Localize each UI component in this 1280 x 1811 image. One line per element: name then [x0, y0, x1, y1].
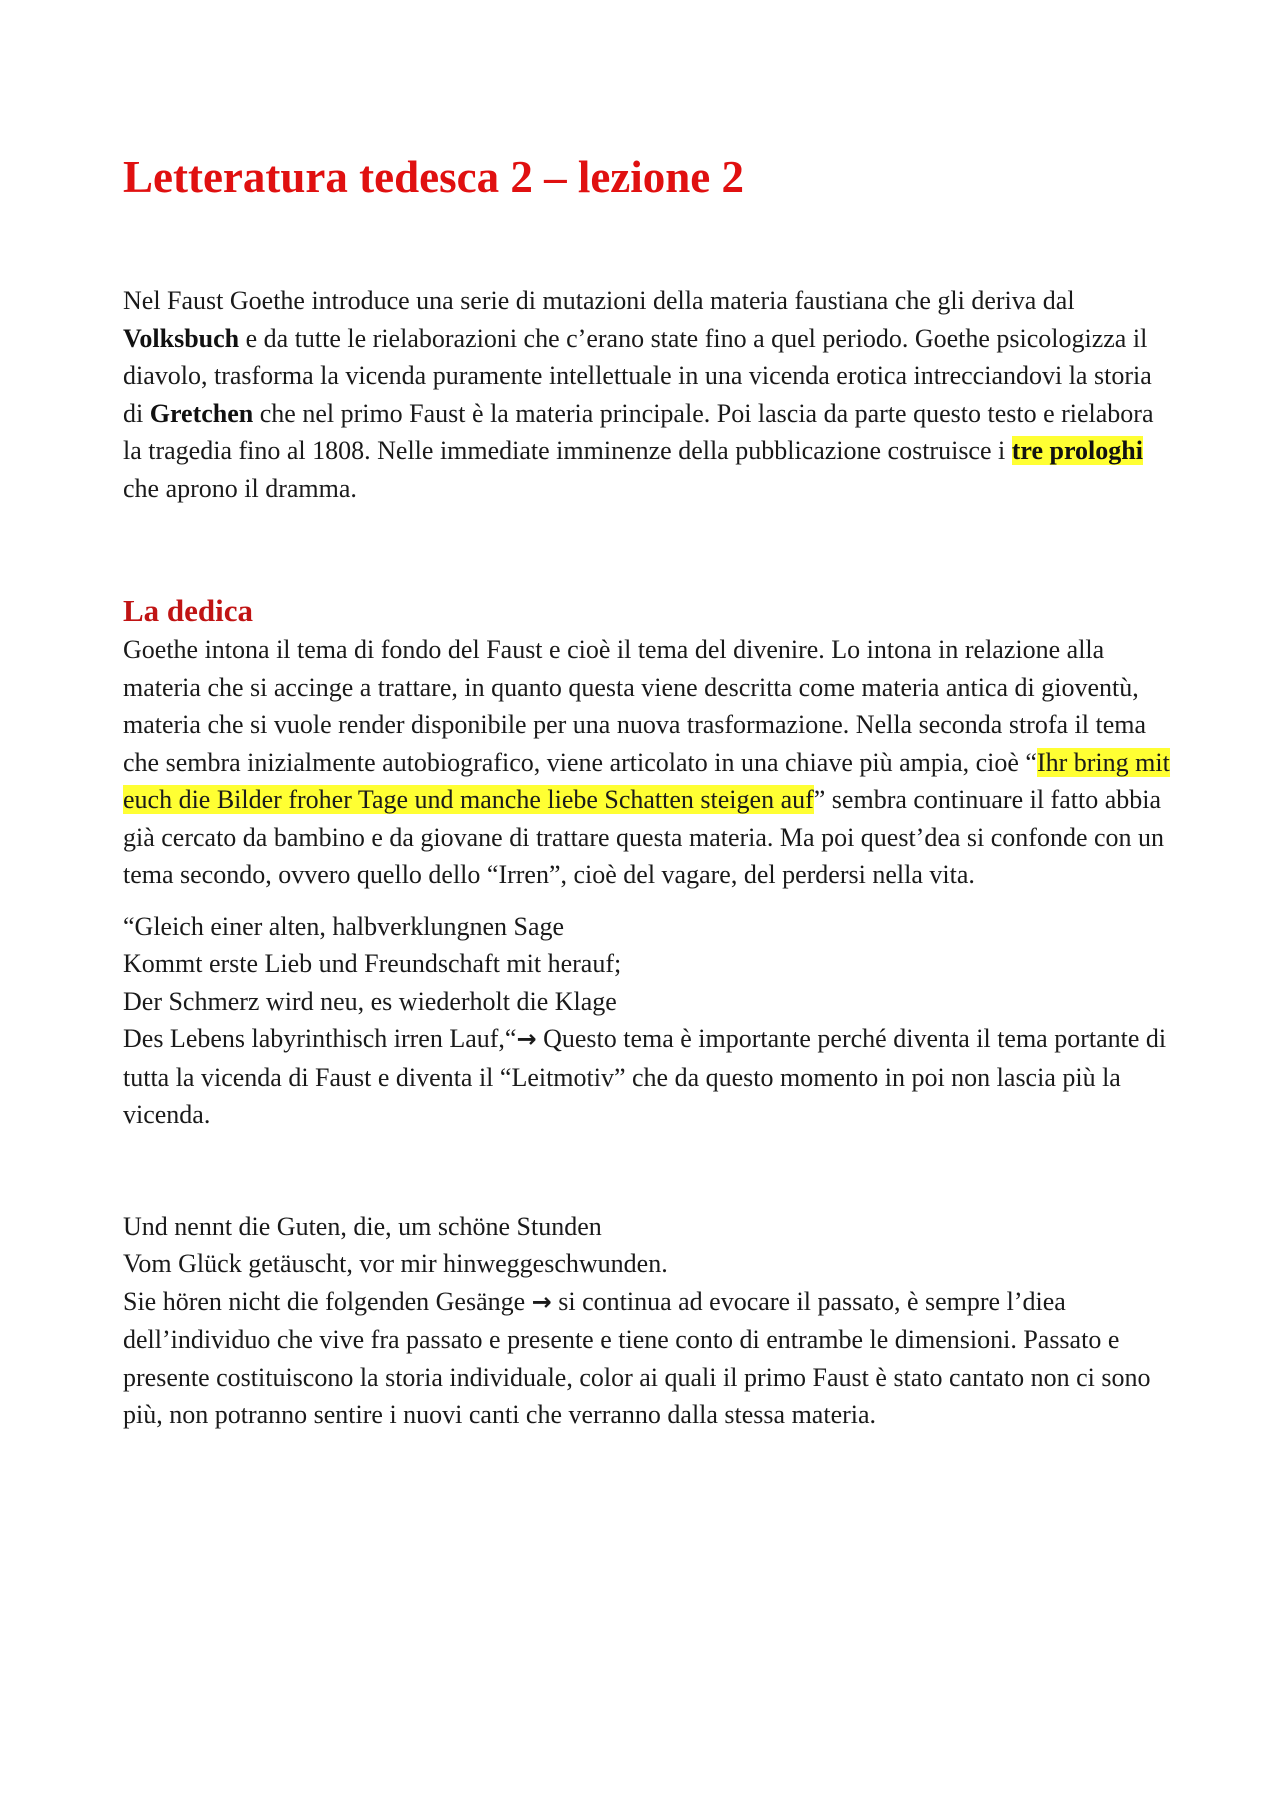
- quote1-line-2: Kommt erste Lieb und Freundschaft mit herauf;: [123, 949, 622, 978]
- quote2-comment: si continua ad evocare il passato, è sempre l’diea dell’individuo che vive fra passato e presente e tiene conto di entrambe le dimensioni. Passato e presente costituiscono la storia individuale, color ai quali il primo Faust è stato cantato non ci sono più, non potranno sentire i nuovi canti che verranno dalla stessa materia.: [123, 1286, 1151, 1429]
- quote1-line-4: Des Lebens labyrinthisch irren Lauf,“: [123, 1024, 517, 1053]
- dedica-text-2: ” sembra continuare il fatto abbia già cercato da bambino e da giovane di trattare questa materia. Ma poi quest’dea si confonde con un tema secondo, ovvero quello dello “Irren”, cioè del vagare, del perdersi nella vita.: [123, 785, 1165, 889]
- quote2-line-3: Sie hören nicht die folgenden Gesänge: [123, 1286, 532, 1316]
- dedica-text-1: Goethe intona il tema di fondo del Faust e cioè il tema del divenire. Lo intona in relazione alla materia che si accinge a trattare, in quanto questa viene descritta come materia antica di gioventù, materia che si vuole render disponibile per una nuova trasformazione. Nella seconda strofa il tema che sembra inizialmente autobiografico, viene articolato in una chiave più ampia, cioè “: [123, 635, 1147, 777]
- quote2-line-1: Und nennt die Guten, die, um schöne Stunden: [123, 1211, 602, 1241]
- document-body: [123, 150, 1173, 1434]
- section-heading-la-dedica: La dedica: [123, 593, 254, 628]
- intro-text-2: e da tutte le rielaborazioni che c’erano state fino a quel periodo. Goethe psicologizza il diavolo, trasforma la vicenda puramente intellettuale in una vicenda erotica intrecciandovi la storia di: [123, 323, 1152, 428]
- intro-paragraph: [123, 282, 1173, 507]
- intro-highlight-tre-prologhi: tre prologhi: [1011, 436, 1143, 465]
- quote-paragraph-2: [123, 1208, 1173, 1434]
- intro-text-3: che nel primo Faust è la materia principale. Poi lascia da parte questo testo e rielabora la tragedia fino al 1808. Nelle immediate imminenze della pubblicazione costruisce i: [123, 398, 1154, 465]
- intro-text-1: Nel Faust Goethe introduce una serie di mutazioni della materia faustiana che gli deriva dal: [123, 286, 1075, 315]
- page-title: Letteratura tedesca 2 – lezione 2: [123, 152, 745, 202]
- arrow-right-icon: →: [516, 1025, 537, 1053]
- quote-paragraph-1: [123, 908, 1173, 1134]
- quote1-line-1: “Gleich einer alten, halbverklungnen Sage: [123, 911, 565, 941]
- quote2-line-2: Vom Glück getäuscht, vor mir hinweggeschwunden.: [123, 1249, 668, 1278]
- arrow-right-icon: →: [531, 1287, 552, 1316]
- quote1-line-3: Der Schmerz wird neu, es wiederholt die Klage: [123, 986, 617, 1016]
- intro-text-4: che aprono il dramma.: [123, 473, 357, 503]
- intro-bold-gretchen: Gretchen: [149, 398, 254, 428]
- dedica-highlight-quote: Ihr bring mit euch die Bilder froher Tage und manche liebe Schatten steigen auf: [123, 747, 1170, 814]
- dedica-paragraph: [123, 631, 1173, 894]
- intro-bold-volksbuch: Volksbuch: [123, 323, 240, 353]
- quote1-comment: Questo tema è importante perché diventa il tema portante di tutta la vicenda di Faust e diventa il “Leitmotiv” che da questo momento in poi non lascia più la vicenda.: [123, 1024, 1167, 1129]
